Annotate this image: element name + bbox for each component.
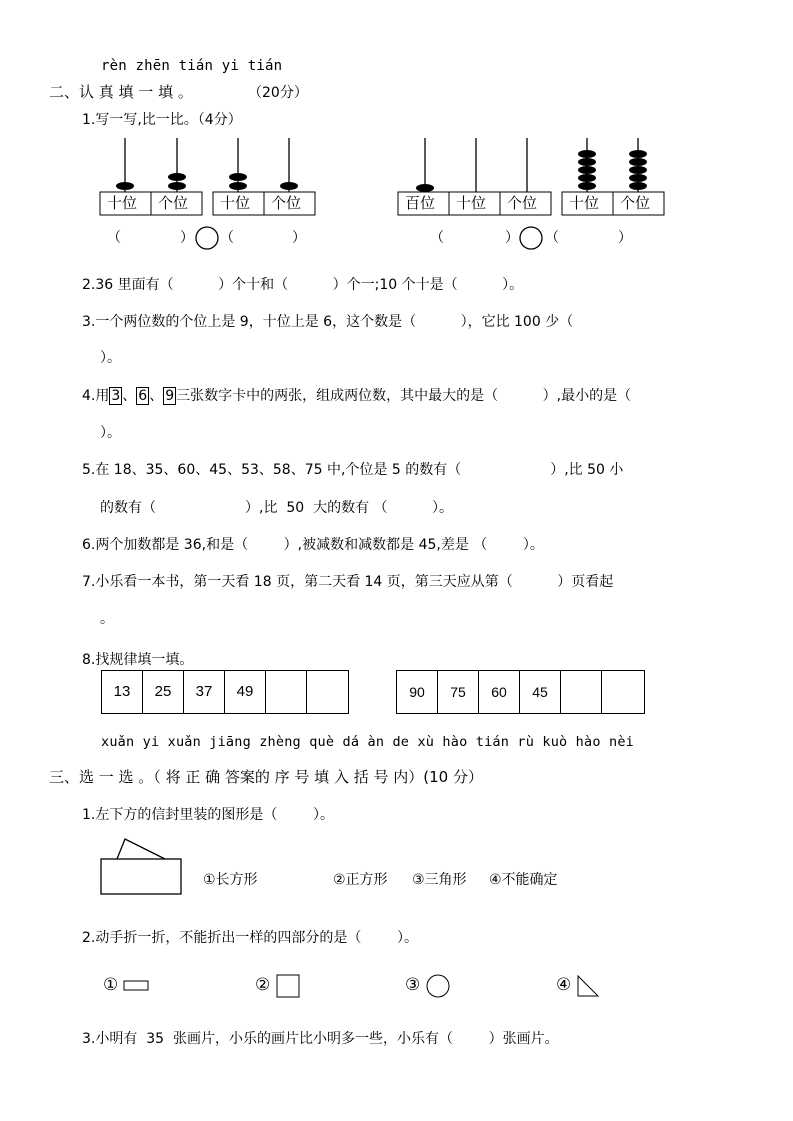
- question-4-line-1: [82, 387, 631, 405]
- square-shape: [277, 975, 299, 997]
- sequence-2-cell: 45: [519, 670, 561, 714]
- sequence-1-cell: 49: [224, 670, 266, 714]
- question-5-line-2: 的数有（ ）,比 50 大的数有 （ ）。: [100, 500, 454, 516]
- sequence-1-cell: 25: [142, 670, 184, 714]
- sequence-2-cell: 90: [396, 670, 438, 714]
- question-3-line-2: ）。: [100, 350, 121, 366]
- question-5-line-1: 5.在 18、35、60、45、53、58、75 中,个位是 5 的数有（ ）,比 50 小: [82, 462, 624, 478]
- paren-close: ）: [618, 230, 632, 246]
- sequence-1-blank-cell[interactable]: [265, 670, 307, 714]
- question-3-line-1: 3.一个两位数的个位上是 9，十位上是 6，这个数是（ ），它比 100 少（: [82, 314, 574, 330]
- question-7-line-1: 7.小乐看一本书，第一天看 18 页，第二天看 14 页，第三天应从第（ ）页看起: [82, 574, 614, 590]
- sequence-2-cell: 75: [437, 670, 479, 714]
- q4-suffix: 三张数字卡中的两张，组成两位数，其中最大的是（ ）,最小的是（: [176, 388, 632, 404]
- sequence-1-blank-cell[interactable]: [306, 670, 349, 714]
- abacus-label: 个位: [620, 194, 651, 212]
- paren-open: （: [107, 230, 121, 246]
- select-question-2: 2.动手折一折，不能折出一样的四部分的是（ ）。: [82, 930, 418, 946]
- rectangle-shape: [124, 981, 148, 990]
- number-card: 6: [138, 388, 148, 404]
- pinyin-line-1: rèn zhēn tián yi tián: [101, 58, 283, 74]
- option-marker-1: ①: [103, 975, 119, 995]
- paren-close: ）: [505, 230, 519, 246]
- abacus-label: 个位: [271, 194, 302, 212]
- paren-open: （: [220, 230, 234, 246]
- sequence-2-blank-cell[interactable]: [601, 670, 645, 714]
- select-question-1: 1.左下方的信封里装的图形是（ ）。: [82, 807, 334, 823]
- select-question-3: 3.小明有 35 张画片，小乐的画片比小明多一些，小乐有（ ）张画片。: [82, 1031, 559, 1047]
- option-triangle: ③三角形: [412, 872, 467, 888]
- number-card: 9: [165, 388, 175, 404]
- paren-open: （: [430, 230, 444, 246]
- paren-close: ）: [292, 230, 306, 246]
- question-6: 6.两个加数都是 36,和是（ ）,被减数和减数都是 45,差是 （ ）。: [82, 537, 544, 553]
- option-square: ②正方形: [333, 872, 388, 888]
- paren-open: （: [545, 230, 559, 246]
- sequence-1-cell: 13: [101, 670, 143, 714]
- paren-close: ）: [180, 230, 194, 246]
- q4-prefix: 4.用: [82, 388, 110, 404]
- sequence-1-cell: 37: [183, 670, 225, 714]
- section-2-title: 二、认 真 填 一 填 。: [49, 83, 193, 101]
- question-4-line-2: ）。: [100, 425, 121, 441]
- option-cannot-determine: ④不能确定: [489, 872, 558, 888]
- abacus-label: 十位: [220, 194, 251, 212]
- number-card: 3: [111, 388, 121, 404]
- separator: 、: [122, 388, 137, 404]
- sequence-2-blank-cell[interactable]: [560, 670, 602, 714]
- question-7-line-2: 。: [100, 611, 114, 627]
- separator: 、: [149, 388, 164, 404]
- question-1-text: 1.写一写,比一比。（4分）: [82, 112, 242, 128]
- circle-shape: [427, 975, 449, 997]
- compare-circle-1: [196, 227, 218, 249]
- section-3-title: 三、选 一 选 。（ 将 正 确 答案的 序 号 填 入 括 号 内）(10 分）: [49, 768, 483, 786]
- option-marker-4: ④: [556, 975, 572, 995]
- abacus-label: 个位: [507, 194, 538, 212]
- option-marker-2: ②: [255, 975, 271, 995]
- section-2-score: （20分）: [248, 85, 308, 101]
- option-marker-3: ③: [405, 975, 421, 995]
- sequence-2-cell: 60: [478, 670, 520, 714]
- question-2: 2.36 里面有（ ）个十和（ ）个一;10 个十是（ ）。: [82, 277, 524, 293]
- abacus-label: 十位: [569, 194, 600, 212]
- compare-circle-2: [520, 227, 542, 249]
- abacus-label: 百位: [405, 194, 436, 212]
- option-rectangle: ①长方形: [203, 872, 258, 888]
- abacus-label: 十位: [456, 194, 487, 212]
- triangle-shape: [578, 976, 598, 996]
- question-8-text: 8.找规律填一填。: [82, 652, 194, 668]
- abacus-label: 个位: [158, 194, 189, 212]
- abacus-label: 十位: [107, 194, 138, 212]
- pinyin-line-2: xuǎn yi xuǎn jiāng zhèng què dá àn de xù hào tián rù kuò hào nèi: [101, 734, 634, 750]
- envelope-figure: [101, 839, 181, 894]
